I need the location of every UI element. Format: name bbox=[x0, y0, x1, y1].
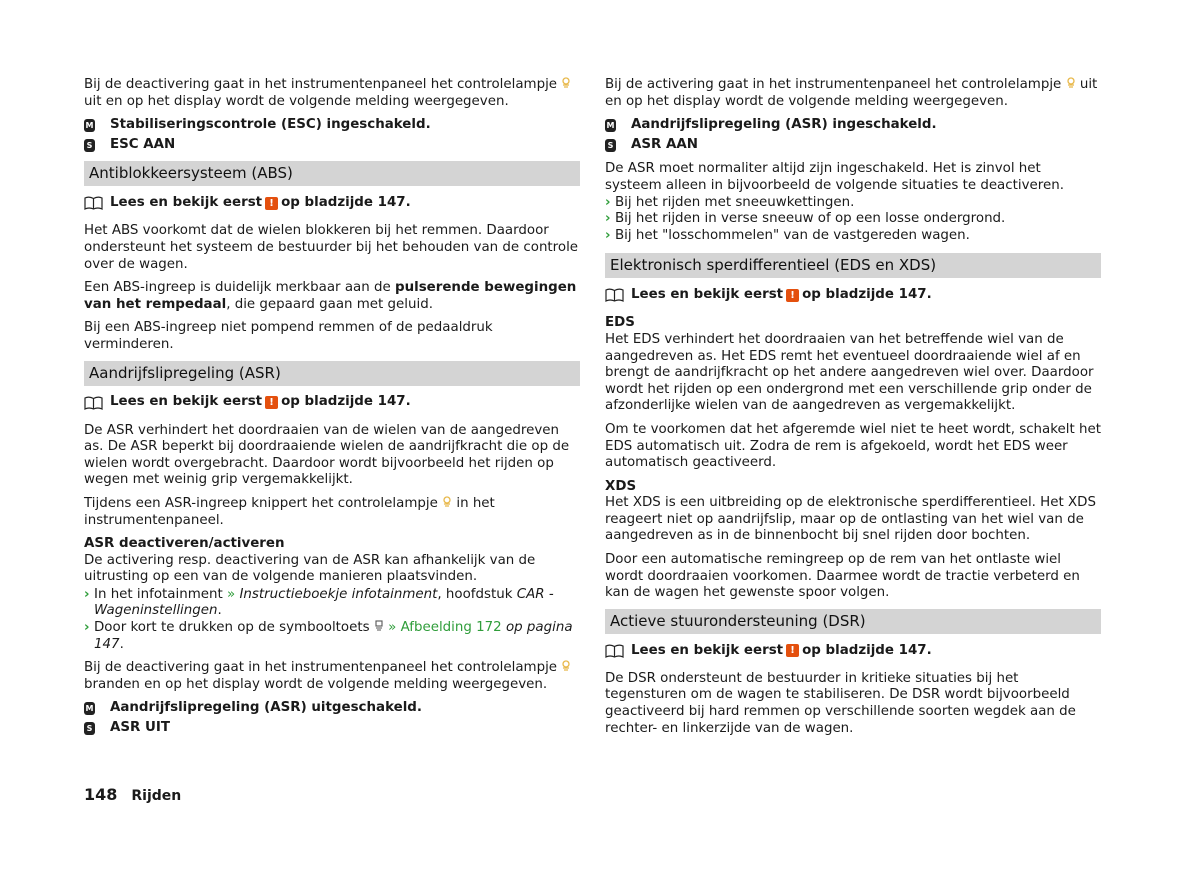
chevron-right-icon: › bbox=[605, 227, 611, 243]
display-message: M Aandrijfslipregeling (ASR) ingeschakeld. bbox=[606, 117, 937, 133]
chevron-right-icon: › bbox=[605, 211, 611, 227]
traction-lamp-icon bbox=[561, 660, 571, 672]
display-message: S ASR AAN bbox=[605, 137, 1101, 154]
segment-badge-icon: S bbox=[84, 722, 95, 735]
list-item: › Bij het rijden met sneeuwkettingen. bbox=[605, 194, 855, 210]
subheading: EDS bbox=[605, 315, 635, 331]
page-footer bbox=[84, 787, 181, 805]
book-icon bbox=[84, 396, 103, 410]
list-item: › Bij het "losschommelen" van de vastgereden wagen. bbox=[605, 227, 970, 243]
asr-button-icon bbox=[374, 620, 384, 632]
paragraph: De ASR verhindert het doordraaien van de wielen van de aangedreven as. De ASR beperkt bij doordraaiende wielen de aandrijfkracht die op de wielen wordt overgebracht. Daardoor wordt bijvoorbeeld het rijden op wegen met weinig grip vergemakkelijkt. bbox=[84, 422, 570, 488]
mfd-badge-icon: M bbox=[85, 704, 94, 714]
warning-icon: ! bbox=[786, 289, 799, 302]
mfd-badge-icon: M bbox=[85, 120, 94, 130]
book-icon bbox=[84, 196, 103, 210]
paragraph: De DSR ondersteunt de bestuurder in kritieke situaties bij het tegensturen om de wagen te stabiliseren. De DSR wordt bijvoorbeeld geactiveerd bij hard remmen op verschillende soorten wegdek aan de rechter- en linkerzijde van de wagen. bbox=[605, 670, 1076, 736]
section-heading-asr: Aandrijfslipregeling (ASR) bbox=[84, 361, 580, 386]
paragraph: De activering resp. deactivering van de ASR kan afhankelijk van de uitrusting op een van de volgende manieren plaatsvinden. bbox=[84, 552, 536, 585]
chevron-right-icon: › bbox=[84, 586, 90, 602]
section-heading-dsr: Actieve stuurondersteuning (DSR) bbox=[605, 609, 1101, 634]
paragraph: Om te voorkomen dat het afgeremde wiel niet te heet wordt, schakelt het EDS automatisch uit. Zodra de rem is afgekoeld, wordt het EDS weer automatisch geactiveerd. bbox=[605, 421, 1101, 471]
traction-lamp-icon bbox=[1066, 77, 1076, 89]
paragraph: Tijdens een ASR-ingreep knippert het controlelampje in het instrumentenpaneel. bbox=[84, 495, 495, 528]
read-first-note: Lees en bekijk eerst ! op bladzijde 147. bbox=[605, 642, 1101, 660]
segment-badge-icon: S bbox=[605, 139, 616, 152]
paragraph: De ASR moet normaliter altijd zijn ingeschakeld. Het is zinvol het systeem alleen in bijvoorbeeld de volgende situaties te deactiveren. bbox=[605, 161, 1064, 193]
section-heading-abs: Antiblokkeersysteem (ABS) bbox=[84, 161, 580, 186]
mfd-badge-icon: M bbox=[606, 120, 615, 130]
paragraph: Bij de deactivering gaat in het instrumentenpaneel het controlelampje branden en op het display wordt de volgende melding weergegeven. bbox=[84, 660, 580, 693]
cross-reference-link[interactable]: » bbox=[227, 586, 236, 602]
figure-link[interactable]: » Afbeelding 172 bbox=[388, 620, 502, 636]
display-message: M Aandrijfslipregeling (ASR) uitgeschakeld. bbox=[85, 700, 422, 716]
list-item: › Door kort te drukken op de symbooltoets » Afbeelding 172 op pagina 147. bbox=[84, 620, 573, 652]
book-icon bbox=[605, 644, 624, 658]
list-item: › Bij het rijden in verse sneeuw of op een losse ondergrond. bbox=[605, 211, 1006, 227]
segment-badge-icon: S bbox=[84, 139, 95, 152]
paragraph: Door een automatische remingreep op de rem van het ontlaste wiel wordt doordraaien voorkomen. Daarmee wordt de tractie verbeterd en kan de wagen het gewenste spoor volgen. bbox=[605, 552, 1080, 601]
display-message: M Stabiliseringscontrole (ESC) ingeschakeld. bbox=[85, 117, 431, 133]
display-message: S ASR UIT bbox=[84, 720, 580, 737]
chapter-title: Rijden bbox=[131, 788, 182, 804]
paragraph: Bij de activering gaat in het instrumentenpaneel het controlelampje uit en op het display wordt de volgende melding weergegeven. bbox=[605, 77, 1098, 109]
warning-icon: ! bbox=[265, 396, 278, 409]
paragraph: Een ABS-ingreep is duidelijk merkbaar aan de pulserende bewegingen van het rempedaal, die gepaard gaan met geluid. bbox=[84, 280, 577, 312]
right-column bbox=[605, 77, 1101, 744]
read-first-note: Lees en bekijk eerst ! op bladzijde 147. bbox=[605, 286, 1101, 304]
traction-lamp-icon bbox=[442, 496, 452, 508]
chevron-right-icon: › bbox=[605, 194, 611, 210]
subheading: XDS bbox=[605, 478, 637, 494]
subheading: ASR deactiveren/activeren bbox=[84, 536, 285, 552]
book-icon bbox=[605, 288, 624, 302]
paragraph: Het XDS is een uitbreiding op de elektronische sperdifferentieel. Het XDS reageert niet op aandrijfslip, maar op de ontlasting van het wiel van de aangedreven as in de binnenbocht bij snel rijden door bochten. bbox=[605, 495, 1096, 544]
paragraph: Bij de deactivering gaat in het instrumentenpaneel het controlelampje uit en op het display wordt de volgende melding weergegeven. bbox=[84, 77, 580, 110]
paragraph: Het ABS voorkomt dat de wielen blokkeren bij het remmen. Daardoor ondersteunt het systeem de bestuurder bij het behouden van de controle over de wagen. bbox=[84, 223, 579, 272]
page-number: 148 bbox=[84, 785, 118, 804]
list-item: › In het infotainment » Instructieboekje infotainment, hoofdstuk CAR - Wageninstellingen. bbox=[84, 586, 554, 619]
paragraph: Het EDS verhindert het doordraaien van het betreffende wiel van de aangedreven as. Het EDS remt het eventueel doordraaiende wiel af en brengt de aandrijfkracht op het andere aangedreven wiel over. Daardoor wordt het rijden op een ondergrond met een verschillende grip onder de afzonderlijke wielen van de aangedreven as vergemakkelijkt. bbox=[605, 331, 1094, 414]
read-first-note: Lees en bekijk eerst ! op bladzijde 147. bbox=[84, 194, 580, 212]
display-message: S ESC AAN bbox=[84, 137, 580, 154]
left-column bbox=[84, 77, 580, 740]
section-heading-eds: Elektronisch sperdifferentieel (EDS en XDS) bbox=[605, 253, 1101, 278]
warning-icon: ! bbox=[786, 644, 799, 657]
paragraph: Bij een ABS-ingreep niet pompend remmen of de pedaaldruk verminderen. bbox=[84, 320, 493, 352]
read-first-note: Lees en bekijk eerst ! op bladzijde 147. bbox=[84, 394, 580, 412]
chevron-right-icon: › bbox=[84, 620, 90, 636]
traction-lamp-icon bbox=[561, 77, 571, 89]
warning-icon: ! bbox=[265, 197, 278, 210]
